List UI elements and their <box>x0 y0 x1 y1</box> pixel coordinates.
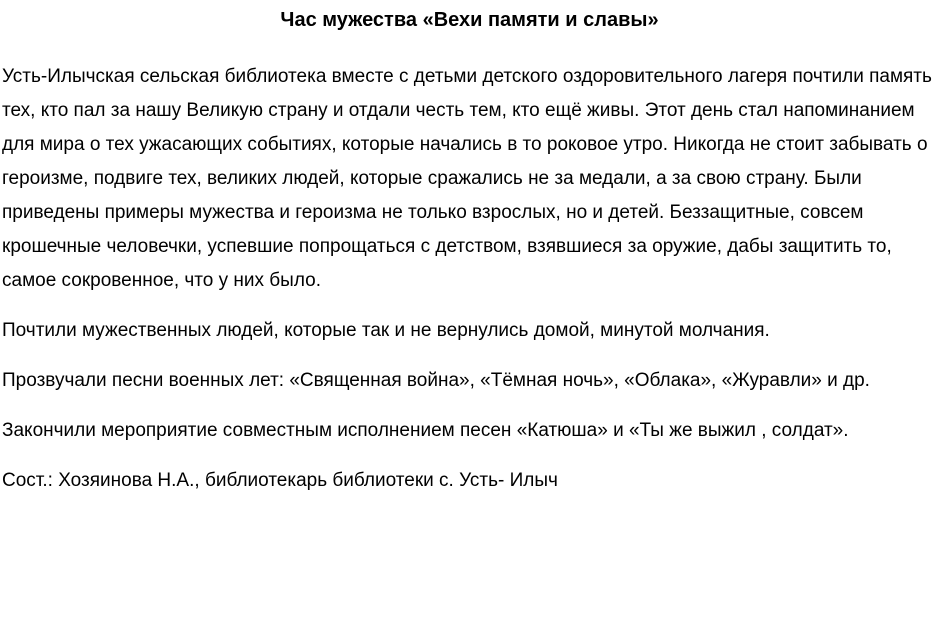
paragraph-minute-of-silence: Почтили мужественных людей, которые так и не вернулись домой, минутой молчания. <box>2 320 770 341</box>
author-signature: Сост.: Хозяинова Н.А., библиотекарь библиотеки с. Усть- Илыч <box>2 470 558 491</box>
paragraph-war-songs: Прозвучали песни военных лет: «Священная война», «Тёмная ночь», «Облака», «Журавли» и др. <box>2 370 870 391</box>
document <box>2 0 937 498</box>
paragraph-event-description: Усть-Илычская сельская библиотека вместе с детьми детского оздоровительного лагеря почтили память тех, кто пал за нашу Великую страну и отдали честь тем, кто ещё живы. Этот день стал напоминанием для мира о тех ужасающих событиях, которые начались в то роковое утро. Никогда не стоит забывать о героизме, подвиге тех, великих людей, которые сражались не за медали, а за свою страну. Были приведены примеры мужества и героизма не только взрослых, но и детей. Беззащитные, совсем крошечные человечки, успевшие попрощаться с детством, взявшиеся за оружие, дабы защитить то, самое сокровенное, что у них было. <box>2 66 932 291</box>
paragraph-closing-songs: Закончили мероприятие совместным исполнением песен «Катюша» и «Ты же выжил , солдат». <box>2 420 849 441</box>
document-title: Час мужества «Вехи памяти и славы» <box>280 9 659 31</box>
